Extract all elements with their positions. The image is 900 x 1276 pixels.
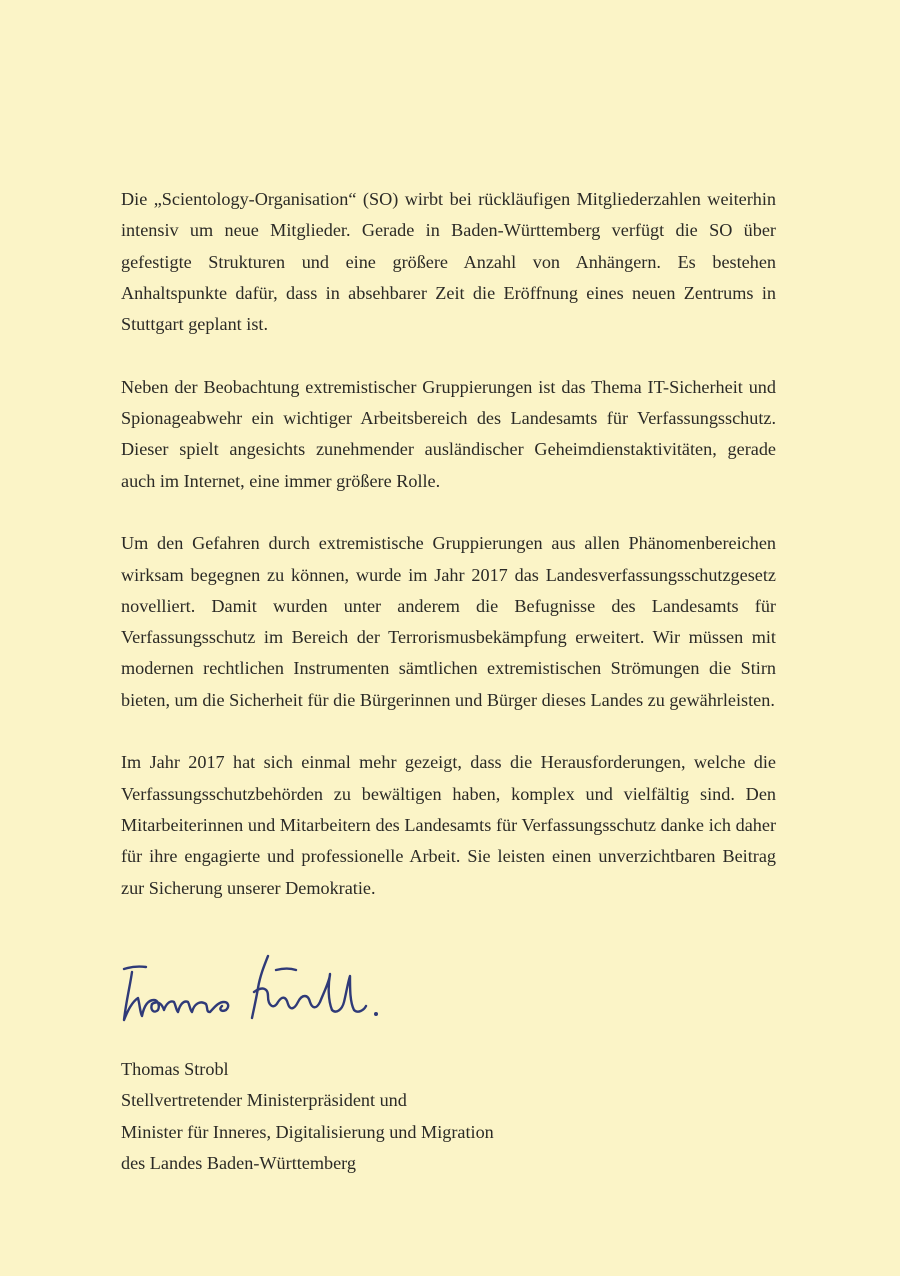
signer-block: [121, 1054, 721, 1179]
signer-title-line-3: des Landes Baden-Württemberg: [121, 1152, 357, 1173]
paragraph-thanks: Im Jahr 2017 hat sich einmal mehr gezeigt, dass die Herausforderungen, welche die Verfassungsschutzbehörden zu bewältigen haben, komplex und vielfältig sind. Den Mitarbeiterinnen und Mitarbeitern des Landesamts für Verfassungsschutz danke ich daher für ihre engagierte und professionelle Arbeit. Sie leisten einen unverzichtbaren Beitrag zur Sicherung unserer Demokratie.: [121, 752, 776, 898]
paragraph-it-security: Neben der Beobachtung extremistischer Gruppierungen ist das Thema IT-Sicherheit und Spionageabwehr ein wichtiger Arbeitsbereich des Landesamts für Verfassungsschutz. Dieser spielt angesichts zunehmender ausländischer Geheimdienstaktivitäten, gerade auch im Internet, eine immer größere Rolle.: [121, 376, 776, 491]
letter-body: [121, 184, 776, 935]
paragraph-law-amendment: Um den Gefahren durch extremistische Gruppierungen aus allen Phänomenbereichen wirksam begegnen zu können, wurde im Jahr 2017 das Landesverfassungsschutzgesetz novelliert. Damit wurden unter anderem die Befugnisse des Landesamts für Verfassungsschutz im Bereich der Terrorismusbekämpfung erweitert. Wir müssen mit modernen rechtlichen Instrumenten sämtlichen extremistischen Strömungen die Stirn bieten, um die Sicherheit für die Bürgerinnen und Bürger dieses Landes zu gewährleisten.: [121, 533, 776, 710]
paragraph-scientology: Die „Scientology-Organisation“ (SO) wirbt bei rückläufigen Mitgliederzahlen weiterhin intensiv um neue Mitglieder. Gerade in Baden-Württemberg verfügt die SO über gefestigte Strukturen und eine größere Anzahl von Anhängern. Es bestehen Anhaltspunkte dafür, dass in absehbarer Zeit die Eröffnung eines neuen Zentrums in Stuttgart geplant ist.: [121, 189, 776, 335]
signer-name: Thomas Strobl: [121, 1059, 229, 1079]
signer-title-line-1: Stellvertretender Ministerpräsident und: [121, 1090, 407, 1111]
signer-title-line-2: Minister für Inneres, Digitalisierung und Migration: [121, 1121, 494, 1142]
signature-icon: [118, 952, 388, 1032]
